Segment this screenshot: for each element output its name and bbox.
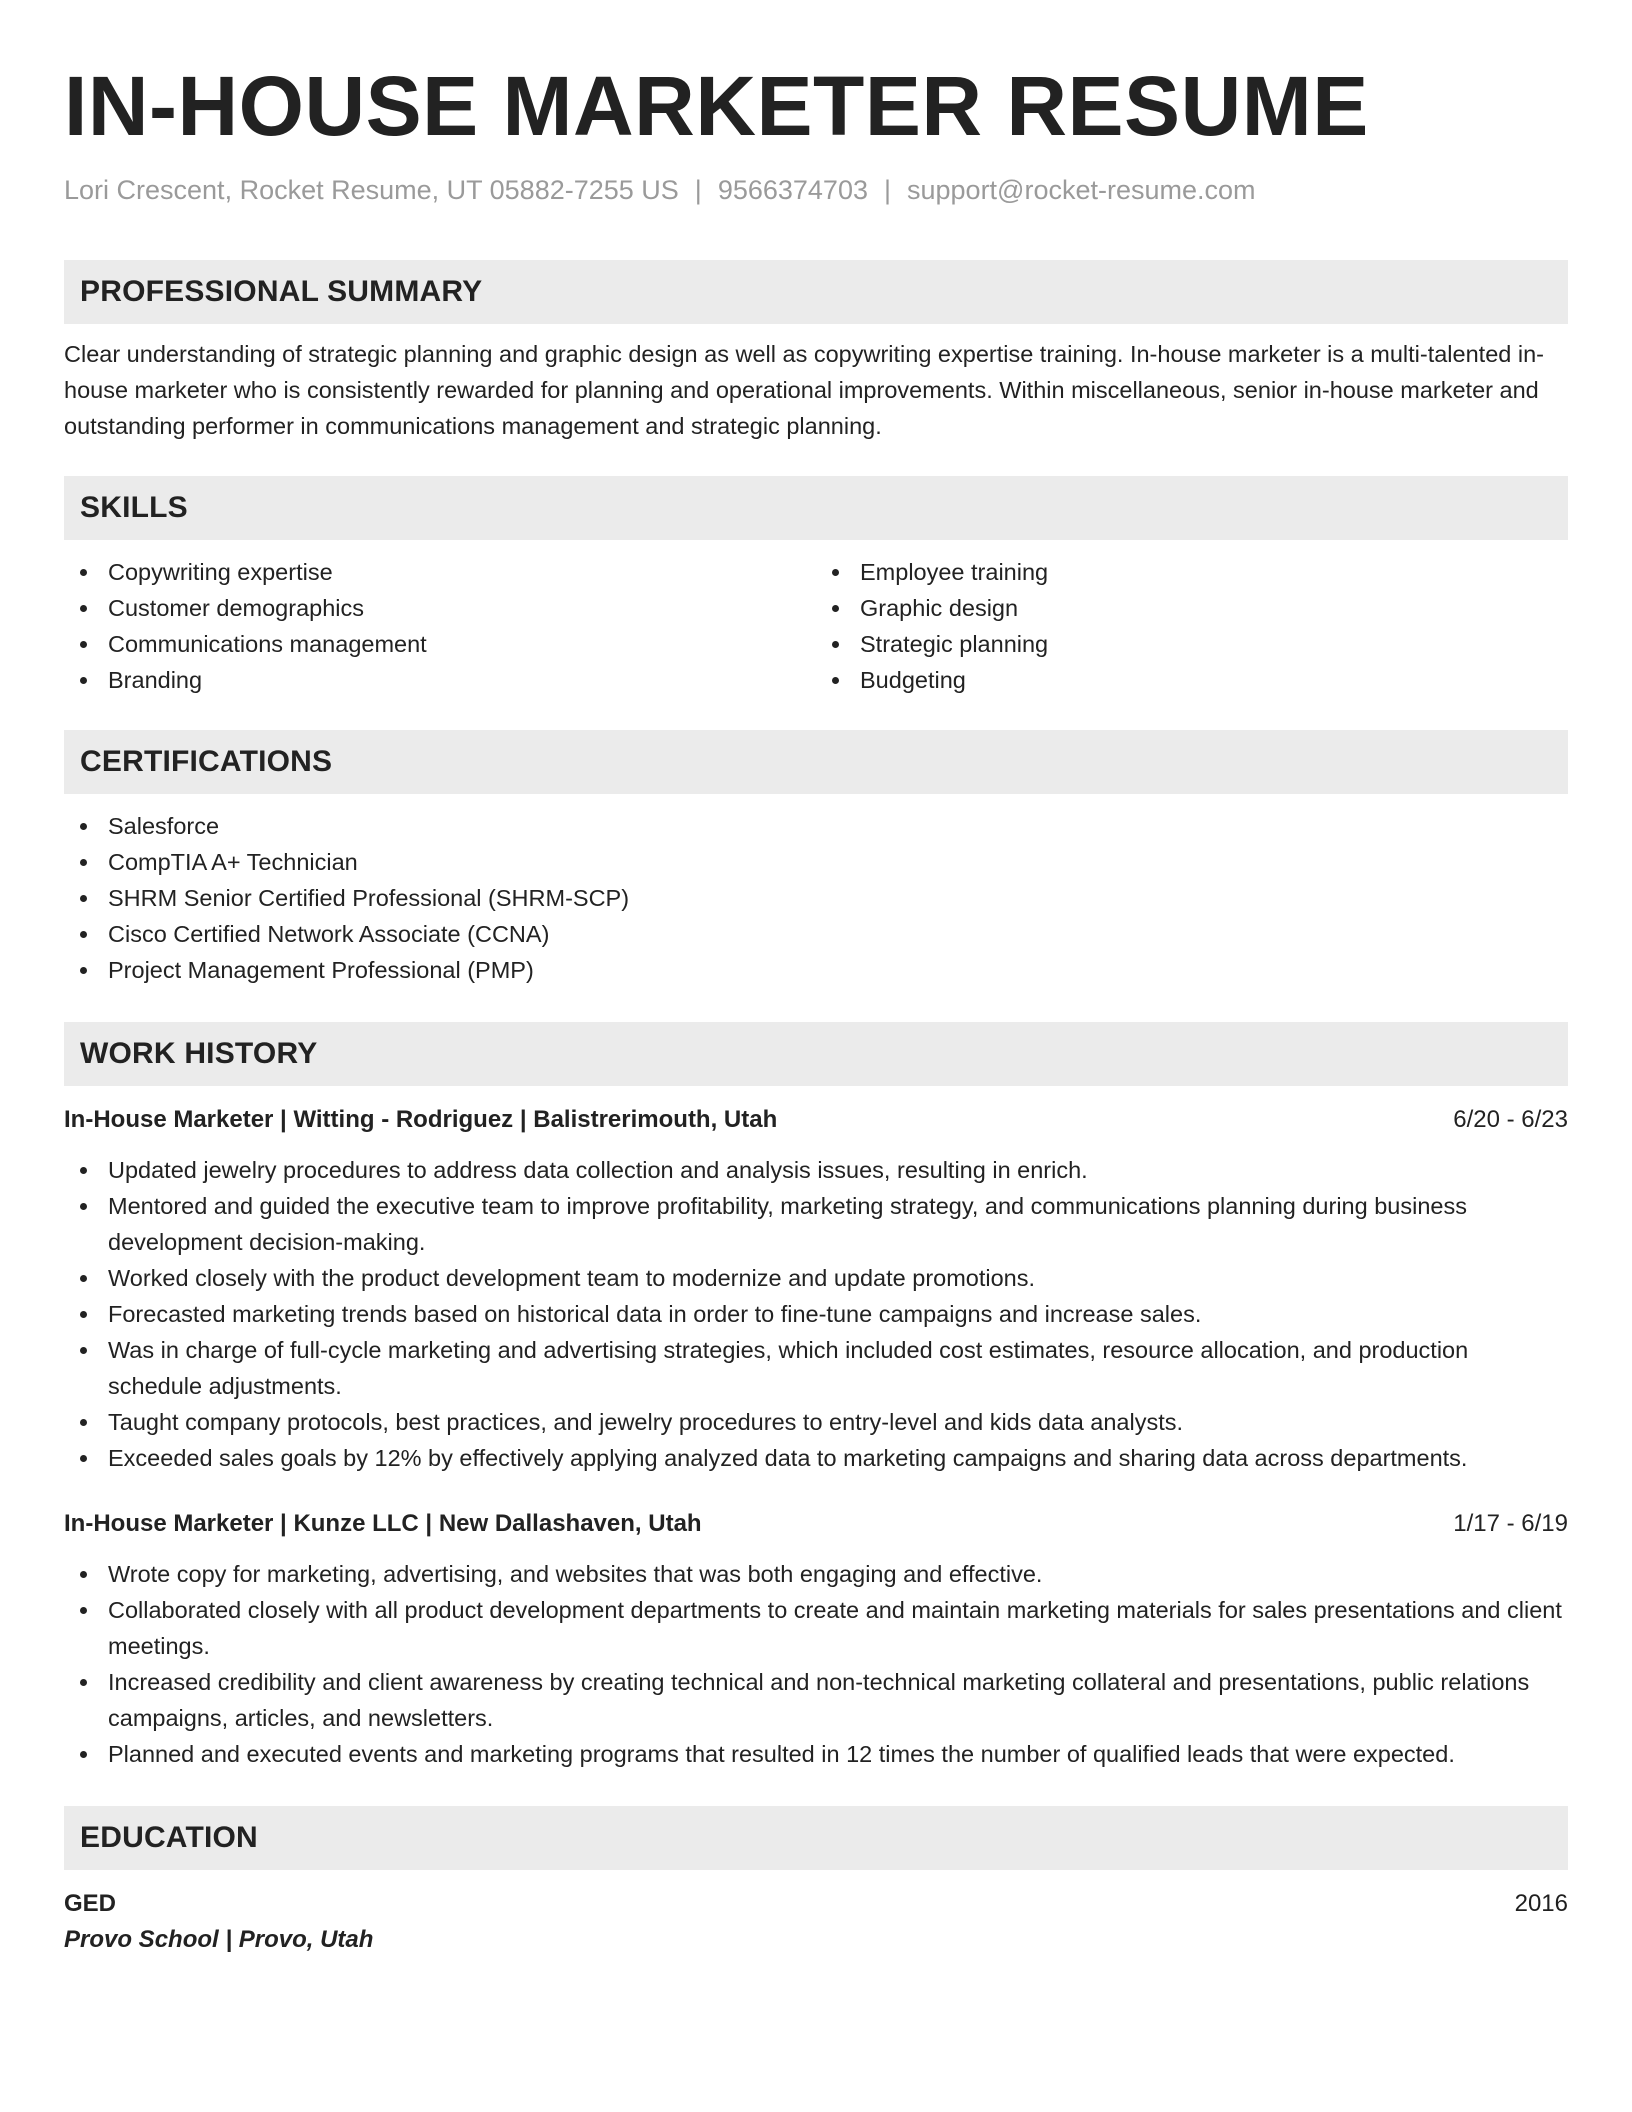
skill-item: Strategic planning [816,626,1568,662]
job-bullet: Worked closely with the product development team to modernize and update promotions. [64,1260,1568,1296]
skill-item: Budgeting [816,662,1568,698]
skill-item: Copywriting expertise [64,554,816,590]
job-title: In-House Marketer | Witting - Rodriguez | Balistrerimouth, Utah [64,1106,778,1133]
certification-item: Salesforce [64,808,1568,844]
job-bullet: Was in charge of full-cycle marketing and advertising strategies, which included cost estimates, resource allocation, and production schedule adjustments. [64,1332,1568,1404]
section-heading-certifications: CERTIFICATIONS [64,730,1568,794]
skills-list [64,554,1568,698]
job-bullet: Increased credibility and client awareness by creating technical and non-technical marketing collateral and presentations, public relations campaigns, articles, and newsletters. [64,1664,1568,1736]
job-bullet: Planned and executed events and marketing programs that resulted in 12 times the number of qualified leads that were expected. [64,1736,1568,1772]
job-bullet: Wrote copy for marketing, advertising, and websites that was both engaging and effective. [64,1556,1568,1592]
job-entry [64,1506,1568,1772]
education-header [64,1886,1568,1922]
job-dates: 6/20 - 6/23 [1453,1106,1568,1133]
section-heading-education: EDUCATION [64,1806,1568,1870]
section-heading-skills: SKILLS [64,476,1568,540]
certification-item: Project Management Professional (PMP) [64,952,1568,988]
certifications-list [64,808,1568,988]
summary-paragraph: Clear understanding of strategic planning and graphic design as well as copywriting expertise training. In-house marketer is a multi-talented in-house marketer who is consistently rewarded for planning and operational improvements. Within miscellaneous, senior in-house marketer and outstanding performer in communications management and strategic planning. [64,341,1544,439]
job-bullet: Collaborated closely with all product development departments to create and maintain marketing materials for sales presentations and client meetings. [64,1592,1568,1664]
certification-item: Cisco Certified Network Associate (CCNA) [64,916,1568,952]
contact-email: support@rocket-resume.com [907,175,1256,205]
job-bullet: Exceeded sales goals by 12% by effectively applying analyzed data to marketing campaigns and sharing data across departments. [64,1440,1568,1476]
job-header [64,1506,1568,1542]
skill-item: Communications management [64,626,816,662]
job-bullets [64,1152,1568,1476]
skill-item: Branding [64,662,816,698]
job-bullet: Updated jewelry procedures to address data collection and analysis issues, resulting in enrich. [64,1152,1568,1188]
job-header [64,1102,1568,1138]
contact-separator: | [694,175,702,205]
contact-line [64,172,1568,208]
resume-title: IN-HOUSE MARKETER RESUME [64,59,1369,153]
skill-item: Customer demographics [64,590,816,626]
job-bullets [64,1556,1568,1772]
skill-item: Graphic design [816,590,1568,626]
section-heading-work-history: WORK HISTORY [64,1022,1568,1086]
job-dates: 1/17 - 6/19 [1453,1510,1568,1537]
job-title: In-House Marketer | Kunze LLC | New Dallashaven, Utah [64,1510,702,1537]
job-bullet: Mentored and guided the executive team to improve profitability, marketing strategy, and communications planning during business development decision-making. [64,1188,1568,1260]
skills-column-right [816,554,1568,698]
skill-item: Employee training [816,554,1568,590]
contact-phone: 9566374703 [717,175,868,205]
certification-item: SHRM Senior Certified Professional (SHRM-SCP) [64,880,1568,916]
skills-column-left [64,554,816,698]
job-bullet: Forecasted marketing trends based on historical data in order to fine-tune campaigns and increase sales. [64,1296,1568,1332]
contact-address: Lori Crescent, Rocket Resume, UT 05882-7255 US [64,175,679,205]
job-entry [64,1102,1568,1476]
job-bullet: Taught company protocols, best practices, and jewelry procedures to entry-level and kids data analysts. [64,1404,1568,1440]
education-year: 2016 [1514,1890,1568,1917]
contact-separator: | [883,175,891,205]
education-degree: GED [64,1890,117,1917]
education-school: Provo School | Provo, Utah [64,1926,374,1953]
certification-item: CompTIA A+ Technician [64,844,1568,880]
section-heading-summary: PROFESSIONAL SUMMARY [64,260,1568,324]
